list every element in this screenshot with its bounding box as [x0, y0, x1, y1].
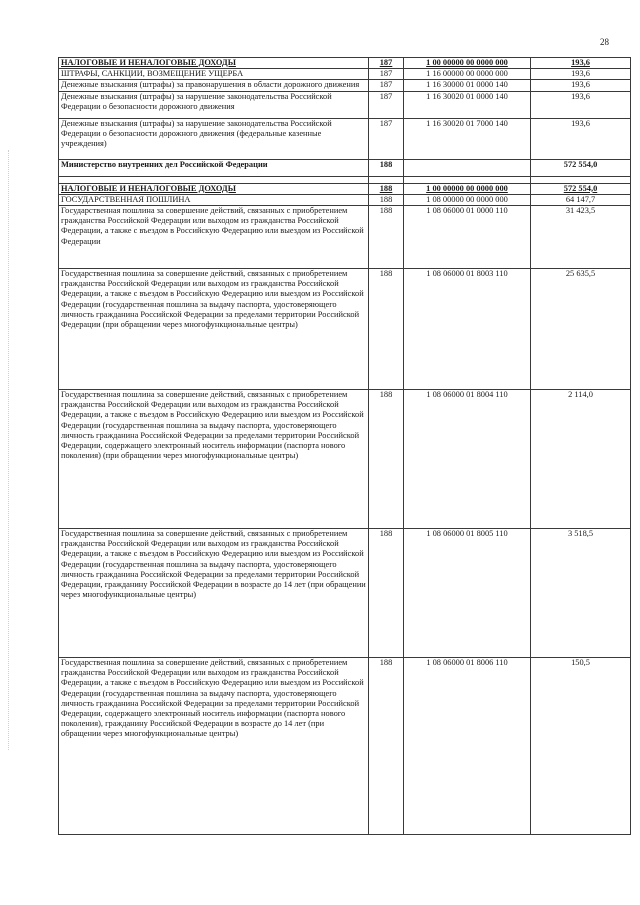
- row-kbk: 1 08 06000 01 8003 110: [404, 269, 531, 390]
- row-kbk: 1 00 00000 00 0000 000: [404, 183, 531, 194]
- table-row: [59, 159, 631, 176]
- row-kbk: 1 00 00000 00 0000 000: [404, 58, 531, 69]
- table-row: [59, 183, 631, 194]
- row-admin-code: 187: [369, 69, 404, 80]
- row-name: Государственная пошлина за совершение действий, связанных с приобретением гражданства Российской Федерации или выходом из гражданства Российской Федерации, а также с въездом в Российскую Федерацию или выездом из Российской Федерации: [59, 206, 369, 269]
- row-name: ШТРАФЫ, САНКЦИИ, ВОЗМЕЩЕНИЕ УЩЕРБА: [59, 69, 369, 80]
- row-name: Государственная пошлина за совершение действий, связанных с приобретением гражданства Российской Федерации или выходом из гражданства Российской Федерации, а также с въездом в Российскую Федерацию или выездом из Российской Федерации (государственная пошлина за выдачу паспорта, удостоверяющего личность гражданина Российской Федерации за пределами территории Российской Федерации (при обращении через многофункциональные центры): [59, 269, 369, 390]
- row-kbk: 1 16 00000 00 0000 000: [404, 69, 531, 80]
- row-kbk: 1 08 06000 01 8006 110: [404, 658, 531, 835]
- row-name: Денежные взыскания (штрафы) за нарушение законодательства Российской Федерации о безопасности дорожного движения (федеральные казенные учреждения): [59, 118, 369, 159]
- row-admin-code: 188: [369, 529, 404, 658]
- row-admin-code: 188: [369, 658, 404, 835]
- row-spacer: [59, 176, 631, 183]
- table-row: [59, 269, 631, 390]
- row-kbk: 1 16 30020 01 0000 140: [404, 91, 531, 118]
- row-amount: 3 518,5: [531, 529, 631, 658]
- row-admin-code: 187: [369, 91, 404, 118]
- row-admin-code: 187: [369, 80, 404, 91]
- row-kbk: [404, 159, 531, 176]
- row-amount: 572 554,0: [531, 183, 631, 194]
- row-kbk: 1 16 30000 01 0000 140: [404, 80, 531, 91]
- row-name: НАЛОГОВЫЕ И НЕНАЛОГОВЫЕ ДОХОДЫ: [59, 58, 369, 69]
- row-amount: 150,5: [531, 658, 631, 835]
- row-name: ГОСУДАРСТВЕННАЯ ПОШЛИНА: [59, 194, 369, 205]
- row-amount: 64 147,7: [531, 194, 631, 205]
- table-row: [59, 80, 631, 91]
- row-amount: 193,6: [531, 80, 631, 91]
- row-amount: 193,6: [531, 58, 631, 69]
- row-name: Денежные взыскания (штрафы) за правонарушения в области дорожного движения: [59, 80, 369, 91]
- row-kbk: 1 08 06000 01 8004 110: [404, 390, 531, 529]
- row-admin-code: 188: [369, 159, 404, 176]
- row-name: Государственная пошлина за совершение действий, связанных с приобретением гражданства Российской Федерации или выходом из гражданства Российской Федерации, а также с въездом в Российскую Федерацию или выездом из Российской Федерации (государственная пошлина за выдачу паспорта, удостоверяющего личность гражданина Российской Федерации за пределами территории Российской Федерации, содержащего электронный носитель информации (паспорта нового поколения), гражданину Российской Федерации в возрасте до 14 лет (при обращении через многофункциональные центры): [59, 658, 369, 835]
- budget-table: [58, 57, 631, 835]
- table-row: [59, 194, 631, 205]
- row-amount: 25 635,5: [531, 269, 631, 390]
- table-row: [59, 58, 631, 69]
- table-row: [59, 658, 631, 835]
- row-name: НАЛОГОВЫЕ И НЕНАЛОГОВЫЕ ДОХОДЫ: [59, 183, 369, 194]
- row-name: Государственная пошлина за совершение действий, связанных с приобретением гражданства Российской Федерации или выходом из гражданства Российской Федерации, а также с въездом в Российскую Федерацию или выездом из Российской Федерации (государственная пошлина за выдачу паспорта, удостоверяющего личность гражданина Российской Федерации за пределами территории Российской Федерации, гражданину Российской Федерации в возрасте до 14 лет (при обращении через многофункциональные центры): [59, 529, 369, 658]
- table-row: [59, 206, 631, 269]
- row-admin-code: 188: [369, 194, 404, 205]
- row-admin-code: 188: [369, 390, 404, 529]
- row-name: Государственная пошлина за совершение действий, связанных с приобретением гражданства Российской Федерации или выходом из гражданства Российской Федерации, а также с въездом в Российскую Федерацию или выездом из Российской Федерации (государственная пошлина за выдачу паспорта, удостоверяющего личность гражданина Российской Федерации за пределами территории Российской Федерации, содержащего электронный носитель информации (паспорта нового поколения) (при обращении через многофункциональные центры): [59, 390, 369, 529]
- page-number: 28: [600, 37, 609, 47]
- row-admin-code: 188: [369, 206, 404, 269]
- row-kbk: 1 16 30020 01 7000 140: [404, 118, 531, 159]
- row-amount: 193,6: [531, 69, 631, 80]
- table-row: [59, 118, 631, 159]
- row-amount: 193,6: [531, 91, 631, 118]
- row-admin-code: 187: [369, 118, 404, 159]
- row-name: Министерство внутренних дел Российской Федерации: [59, 159, 369, 176]
- table-row: [59, 91, 631, 118]
- row-admin-code: 187: [369, 58, 404, 69]
- row-amount: 572 554,0: [531, 159, 631, 176]
- row-kbk: 1 08 06000 01 0000 110: [404, 206, 531, 269]
- row-name: Денежные взыскания (штрафы) за нарушение законодательства Российской Федерации о безопасности дорожного движения: [59, 91, 369, 118]
- row-amount: 31 423,5: [531, 206, 631, 269]
- table-row: [59, 390, 631, 529]
- row-amount: 2 114,0: [531, 390, 631, 529]
- scan-margin-marks: [8, 150, 11, 750]
- row-admin-code: 188: [369, 183, 404, 194]
- row-kbk: 1 08 00000 00 0000 000: [404, 194, 531, 205]
- table-row: [59, 529, 631, 658]
- table-row: [59, 69, 631, 80]
- row-amount: 193,6: [531, 118, 631, 159]
- row-kbk: 1 08 06000 01 8005 110: [404, 529, 531, 658]
- row-admin-code: 188: [369, 269, 404, 390]
